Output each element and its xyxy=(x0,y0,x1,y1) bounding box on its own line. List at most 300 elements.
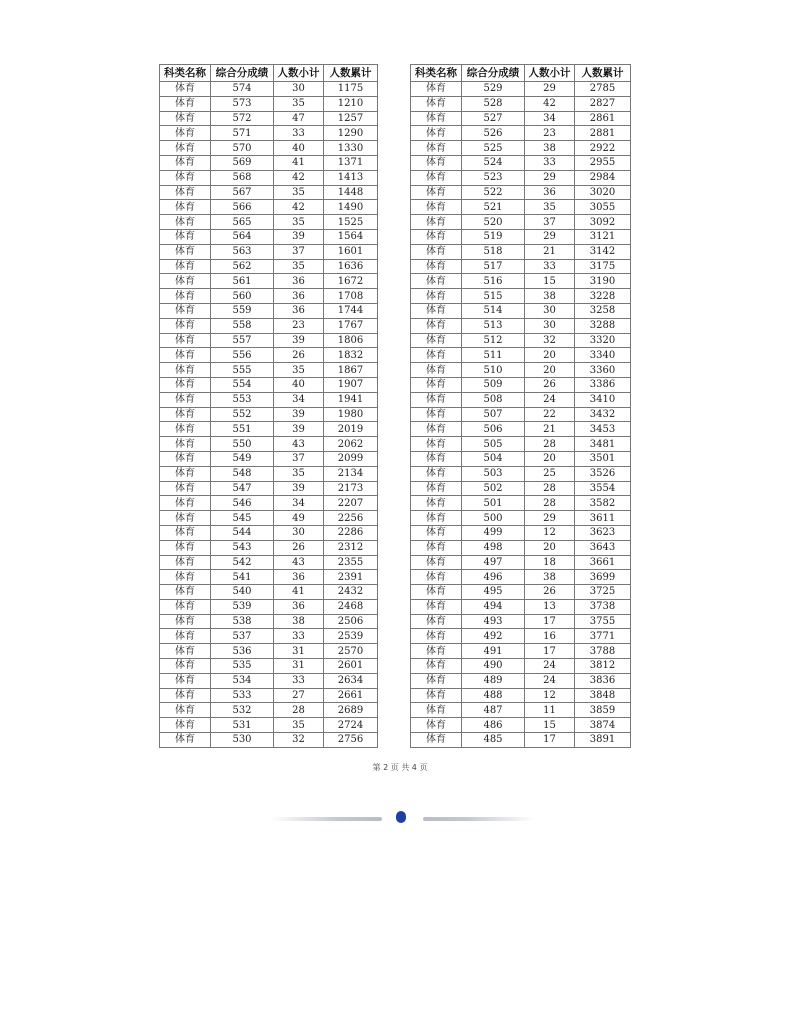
cell-category: 体育 xyxy=(411,614,462,629)
table-row xyxy=(411,496,631,511)
divider-bar-left xyxy=(270,817,382,821)
cell-category: 体育 xyxy=(160,481,211,496)
cell-score: 491 xyxy=(462,644,525,659)
cell-score: 492 xyxy=(462,629,525,644)
cell-cumulative: 3874 xyxy=(575,718,631,733)
cell-category: 体育 xyxy=(160,155,211,170)
table-row xyxy=(411,688,631,703)
cell-cumulative: 1175 xyxy=(324,82,378,97)
cell-cumulative: 2570 xyxy=(324,644,378,659)
cell-score: 486 xyxy=(462,718,525,733)
cell-category: 体育 xyxy=(160,348,211,363)
cell-count: 39 xyxy=(274,229,324,244)
cell-cumulative: 1290 xyxy=(324,126,378,141)
cell-count: 29 xyxy=(525,82,575,97)
cell-cumulative: 3501 xyxy=(575,451,631,466)
cell-score: 536 xyxy=(211,644,274,659)
cell-category: 体育 xyxy=(160,644,211,659)
table-row xyxy=(411,215,631,230)
cell-cumulative: 3623 xyxy=(575,525,631,540)
cell-cumulative: 2173 xyxy=(324,481,378,496)
cell-category: 体育 xyxy=(160,525,211,540)
table-row xyxy=(160,200,378,215)
cell-category: 体育 xyxy=(160,185,211,200)
cell-category: 体育 xyxy=(160,703,211,718)
cell-count: 12 xyxy=(525,525,575,540)
cell-count: 28 xyxy=(525,481,575,496)
header-cumulative: 人数累计 xyxy=(324,65,378,82)
cell-category: 体育 xyxy=(411,348,462,363)
cell-score: 519 xyxy=(462,229,525,244)
cell-score: 571 xyxy=(211,126,274,141)
cell-category: 体育 xyxy=(411,422,462,437)
table-row xyxy=(160,170,378,185)
cell-score: 560 xyxy=(211,289,274,304)
cell-category: 体育 xyxy=(411,466,462,481)
cell-cumulative: 1980 xyxy=(324,407,378,422)
cell-score: 566 xyxy=(211,200,274,215)
cell-score: 516 xyxy=(462,274,525,289)
cell-count: 42 xyxy=(525,96,575,111)
cell-cumulative: 3836 xyxy=(575,673,631,688)
cell-count: 18 xyxy=(525,555,575,570)
cell-cumulative: 1941 xyxy=(324,392,378,407)
table-header-row xyxy=(411,65,631,82)
cell-category: 体育 xyxy=(411,659,462,674)
cell-category: 体育 xyxy=(411,392,462,407)
cell-score: 544 xyxy=(211,525,274,540)
cell-cumulative: 2827 xyxy=(575,96,631,111)
cell-category: 体育 xyxy=(160,555,211,570)
table-row xyxy=(160,126,378,141)
cell-cumulative: 1744 xyxy=(324,303,378,318)
cell-score: 533 xyxy=(211,688,274,703)
table-row xyxy=(160,82,378,97)
cell-score: 508 xyxy=(462,392,525,407)
cell-cumulative: 1525 xyxy=(324,215,378,230)
cell-category: 体育 xyxy=(160,229,211,244)
cell-count: 11 xyxy=(525,703,575,718)
table-row xyxy=(411,718,631,733)
table-row xyxy=(160,511,378,526)
cell-cumulative: 3859 xyxy=(575,703,631,718)
cell-category: 体育 xyxy=(411,540,462,555)
cell-score: 515 xyxy=(462,289,525,304)
cell-count: 20 xyxy=(525,451,575,466)
cell-cumulative: 1257 xyxy=(324,111,378,126)
cell-score: 548 xyxy=(211,466,274,481)
cell-category: 体育 xyxy=(160,688,211,703)
cell-cumulative: 2955 xyxy=(575,155,631,170)
table-row xyxy=(411,555,631,570)
cell-score: 522 xyxy=(462,185,525,200)
cell-score: 487 xyxy=(462,703,525,718)
cell-cumulative: 2785 xyxy=(575,82,631,97)
cell-cumulative: 3432 xyxy=(575,407,631,422)
cell-count: 26 xyxy=(274,540,324,555)
cell-cumulative: 3481 xyxy=(575,437,631,452)
cell-cumulative: 1867 xyxy=(324,363,378,378)
cell-category: 体育 xyxy=(160,673,211,688)
cell-cumulative: 3812 xyxy=(575,659,631,674)
cell-count: 37 xyxy=(525,215,575,230)
cell-count: 43 xyxy=(274,555,324,570)
header-count: 人数小计 xyxy=(274,65,324,82)
cell-count: 31 xyxy=(274,659,324,674)
cell-cumulative: 3190 xyxy=(575,274,631,289)
cell-count: 35 xyxy=(274,96,324,111)
cell-category: 体育 xyxy=(411,496,462,511)
table-row xyxy=(411,703,631,718)
cell-category: 体育 xyxy=(411,141,462,156)
cell-cumulative: 3410 xyxy=(575,392,631,407)
table-row xyxy=(411,348,631,363)
cell-score: 561 xyxy=(211,274,274,289)
cell-category: 体育 xyxy=(411,289,462,304)
cell-category: 体育 xyxy=(411,333,462,348)
cell-category: 体育 xyxy=(411,318,462,333)
table-row xyxy=(160,451,378,466)
table-row xyxy=(160,229,378,244)
table-row xyxy=(411,451,631,466)
cell-count: 28 xyxy=(274,703,324,718)
cell-cumulative: 3360 xyxy=(575,363,631,378)
cell-cumulative: 3526 xyxy=(575,466,631,481)
cell-category: 体育 xyxy=(411,82,462,97)
cell-category: 体育 xyxy=(160,141,211,156)
cell-count: 35 xyxy=(274,363,324,378)
table-row xyxy=(411,170,631,185)
cell-count: 30 xyxy=(274,525,324,540)
table-row xyxy=(160,703,378,718)
cell-count: 43 xyxy=(274,437,324,452)
cell-score: 531 xyxy=(211,718,274,733)
cell-category: 体育 xyxy=(160,333,211,348)
cell-category: 体育 xyxy=(160,451,211,466)
cell-cumulative: 3661 xyxy=(575,555,631,570)
cell-category: 体育 xyxy=(160,259,211,274)
cell-count: 30 xyxy=(525,318,575,333)
table-row xyxy=(411,629,631,644)
cell-count: 20 xyxy=(525,540,575,555)
cell-category: 体育 xyxy=(411,407,462,422)
cell-count: 12 xyxy=(525,688,575,703)
table-row xyxy=(411,511,631,526)
cell-score: 574 xyxy=(211,82,274,97)
table-row xyxy=(160,407,378,422)
cell-count: 38 xyxy=(274,614,324,629)
header-score: 综合分成绩 xyxy=(462,65,525,82)
cell-category: 体育 xyxy=(160,363,211,378)
cell-score: 514 xyxy=(462,303,525,318)
table-row xyxy=(160,185,378,200)
cell-score: 503 xyxy=(462,466,525,481)
cell-score: 534 xyxy=(211,673,274,688)
table-row xyxy=(411,318,631,333)
table-row xyxy=(160,614,378,629)
table-row xyxy=(160,363,378,378)
cell-cumulative: 3055 xyxy=(575,200,631,215)
cell-count: 40 xyxy=(274,141,324,156)
cell-count: 42 xyxy=(274,200,324,215)
cell-cumulative: 2724 xyxy=(324,718,378,733)
cell-count: 36 xyxy=(525,185,575,200)
cell-category: 体育 xyxy=(411,481,462,496)
table-row xyxy=(160,673,378,688)
table-row xyxy=(160,466,378,481)
cell-score: 556 xyxy=(211,348,274,363)
cell-count: 36 xyxy=(274,570,324,585)
cell-score: 496 xyxy=(462,570,525,585)
cell-cumulative: 3320 xyxy=(575,333,631,348)
cell-score: 565 xyxy=(211,215,274,230)
cell-count: 21 xyxy=(525,244,575,259)
cell-count: 35 xyxy=(525,200,575,215)
table-row xyxy=(160,659,378,674)
cell-score: 510 xyxy=(462,363,525,378)
cell-cumulative: 2432 xyxy=(324,585,378,600)
cell-score: 528 xyxy=(462,96,525,111)
cell-count: 30 xyxy=(274,82,324,97)
cell-category: 体育 xyxy=(411,718,462,733)
cell-score: 563 xyxy=(211,244,274,259)
table-row xyxy=(160,688,378,703)
cell-category: 体育 xyxy=(160,274,211,289)
table-row xyxy=(411,585,631,600)
cell-category: 体育 xyxy=(411,111,462,126)
cell-cumulative: 3288 xyxy=(575,318,631,333)
table-row xyxy=(160,644,378,659)
page-number: 第 2 页 共 4 页 xyxy=(372,763,428,772)
cell-category: 体育 xyxy=(160,659,211,674)
cell-count: 37 xyxy=(274,244,324,259)
cell-cumulative: 2539 xyxy=(324,629,378,644)
cell-cumulative: 1806 xyxy=(324,333,378,348)
cell-category: 体育 xyxy=(160,570,211,585)
cell-count: 23 xyxy=(525,126,575,141)
cell-cumulative: 3020 xyxy=(575,185,631,200)
cell-score: 498 xyxy=(462,540,525,555)
cell-category: 体育 xyxy=(411,585,462,600)
cell-count: 34 xyxy=(274,392,324,407)
cell-cumulative: 1636 xyxy=(324,259,378,274)
cell-count: 26 xyxy=(525,377,575,392)
cell-count: 39 xyxy=(274,422,324,437)
table-row xyxy=(160,570,378,585)
page-divider xyxy=(270,811,535,825)
table-row xyxy=(411,659,631,674)
cell-cumulative: 3891 xyxy=(575,733,631,748)
cell-cumulative: 2922 xyxy=(575,141,631,156)
table-row xyxy=(411,111,631,126)
cell-category: 体育 xyxy=(411,673,462,688)
table-row xyxy=(160,289,378,304)
cell-score: 495 xyxy=(462,585,525,600)
cell-category: 体育 xyxy=(160,733,211,748)
cell-category: 体育 xyxy=(411,511,462,526)
cell-cumulative: 2984 xyxy=(575,170,631,185)
cell-count: 32 xyxy=(525,333,575,348)
cell-cumulative: 2312 xyxy=(324,540,378,555)
cell-count: 29 xyxy=(525,229,575,244)
cell-category: 体育 xyxy=(411,96,462,111)
cell-count: 38 xyxy=(525,141,575,156)
table-header-row xyxy=(160,65,378,82)
cell-score: 509 xyxy=(462,377,525,392)
cell-count: 33 xyxy=(525,259,575,274)
cell-count: 38 xyxy=(525,289,575,304)
header-cumulative: 人数累计 xyxy=(575,65,631,82)
table-row xyxy=(160,141,378,156)
table-row xyxy=(160,422,378,437)
cell-count: 35 xyxy=(274,718,324,733)
cell-score: 529 xyxy=(462,82,525,97)
cell-count: 35 xyxy=(274,466,324,481)
cell-category: 体育 xyxy=(411,229,462,244)
cell-score: 497 xyxy=(462,555,525,570)
cell-score: 504 xyxy=(462,451,525,466)
cell-score: 542 xyxy=(211,555,274,570)
cell-cumulative: 1564 xyxy=(324,229,378,244)
cell-score: 537 xyxy=(211,629,274,644)
cell-score: 555 xyxy=(211,363,274,378)
table-row xyxy=(411,259,631,274)
table-row xyxy=(411,303,631,318)
cell-category: 体育 xyxy=(160,585,211,600)
cell-category: 体育 xyxy=(160,540,211,555)
cell-cumulative: 3848 xyxy=(575,688,631,703)
cell-cumulative: 3643 xyxy=(575,540,631,555)
cell-count: 24 xyxy=(525,659,575,674)
cell-count: 37 xyxy=(274,451,324,466)
cell-score: 559 xyxy=(211,303,274,318)
cell-count: 20 xyxy=(525,348,575,363)
cell-score: 557 xyxy=(211,333,274,348)
cell-cumulative: 1210 xyxy=(324,96,378,111)
cell-score: 521 xyxy=(462,200,525,215)
cell-score: 527 xyxy=(462,111,525,126)
cell-category: 体育 xyxy=(411,703,462,718)
cell-count: 25 xyxy=(525,466,575,481)
cell-cumulative: 1330 xyxy=(324,141,378,156)
cell-score: 554 xyxy=(211,377,274,392)
cell-score: 511 xyxy=(462,348,525,363)
table-row xyxy=(411,570,631,585)
header-category: 科类名称 xyxy=(411,65,462,82)
cell-cumulative: 3142 xyxy=(575,244,631,259)
cell-cumulative: 3121 xyxy=(575,229,631,244)
cell-score: 538 xyxy=(211,614,274,629)
cell-category: 体育 xyxy=(411,155,462,170)
cell-category: 体育 xyxy=(160,96,211,111)
table-row xyxy=(411,644,631,659)
cell-score: 546 xyxy=(211,496,274,511)
table-row xyxy=(411,200,631,215)
table-row xyxy=(411,466,631,481)
cell-cumulative: 2256 xyxy=(324,511,378,526)
cell-score: 562 xyxy=(211,259,274,274)
table-row xyxy=(411,437,631,452)
cell-count: 36 xyxy=(274,289,324,304)
cell-score: 573 xyxy=(211,96,274,111)
cell-count: 26 xyxy=(525,585,575,600)
cell-count: 39 xyxy=(274,407,324,422)
cell-cumulative: 3258 xyxy=(575,303,631,318)
cell-category: 体育 xyxy=(411,215,462,230)
cell-count: 49 xyxy=(274,511,324,526)
cell-category: 体育 xyxy=(160,614,211,629)
cell-score: 558 xyxy=(211,318,274,333)
cell-count: 22 xyxy=(525,407,575,422)
table-row xyxy=(160,496,378,511)
cell-cumulative: 3228 xyxy=(575,289,631,304)
cell-score: 505 xyxy=(462,437,525,452)
cell-cumulative: 3092 xyxy=(575,215,631,230)
cell-cumulative: 1413 xyxy=(324,170,378,185)
table-row xyxy=(160,274,378,289)
cell-score: 507 xyxy=(462,407,525,422)
cell-count: 15 xyxy=(525,718,575,733)
cell-count: 36 xyxy=(274,599,324,614)
cell-cumulative: 3554 xyxy=(575,481,631,496)
cell-count: 23 xyxy=(274,318,324,333)
cell-category: 体育 xyxy=(411,570,462,585)
score-table-left xyxy=(159,64,378,748)
cell-cumulative: 3699 xyxy=(575,570,631,585)
table-row xyxy=(411,229,631,244)
cell-score: 490 xyxy=(462,659,525,674)
cell-score: 568 xyxy=(211,170,274,185)
cell-category: 体育 xyxy=(160,437,211,452)
table-row xyxy=(160,333,378,348)
cell-cumulative: 3788 xyxy=(575,644,631,659)
cell-score: 553 xyxy=(211,392,274,407)
cell-category: 体育 xyxy=(160,496,211,511)
cell-score: 518 xyxy=(462,244,525,259)
table-row xyxy=(160,555,378,570)
cell-category: 体育 xyxy=(411,170,462,185)
cell-cumulative: 3340 xyxy=(575,348,631,363)
cell-score: 512 xyxy=(462,333,525,348)
table-row xyxy=(160,525,378,540)
cell-cumulative: 1490 xyxy=(324,200,378,215)
cell-count: 29 xyxy=(525,170,575,185)
cell-count: 27 xyxy=(274,688,324,703)
cell-category: 体育 xyxy=(160,629,211,644)
cell-count: 29 xyxy=(525,511,575,526)
cell-count: 15 xyxy=(525,274,575,289)
cell-count: 24 xyxy=(525,392,575,407)
cell-score: 539 xyxy=(211,599,274,614)
table-row xyxy=(160,718,378,733)
cell-count: 17 xyxy=(525,733,575,748)
cell-score: 523 xyxy=(462,170,525,185)
cell-cumulative: 1371 xyxy=(324,155,378,170)
table-row xyxy=(411,481,631,496)
cell-cumulative: 2099 xyxy=(324,451,378,466)
cell-count: 17 xyxy=(525,644,575,659)
cell-count: 16 xyxy=(525,629,575,644)
cell-category: 体育 xyxy=(160,466,211,481)
cell-category: 体育 xyxy=(411,733,462,748)
cell-cumulative: 3611 xyxy=(575,511,631,526)
cell-category: 体育 xyxy=(160,289,211,304)
cell-category: 体育 xyxy=(160,126,211,141)
cell-cumulative: 2881 xyxy=(575,126,631,141)
cell-score: 549 xyxy=(211,451,274,466)
cell-category: 体育 xyxy=(411,437,462,452)
cell-cumulative: 2355 xyxy=(324,555,378,570)
